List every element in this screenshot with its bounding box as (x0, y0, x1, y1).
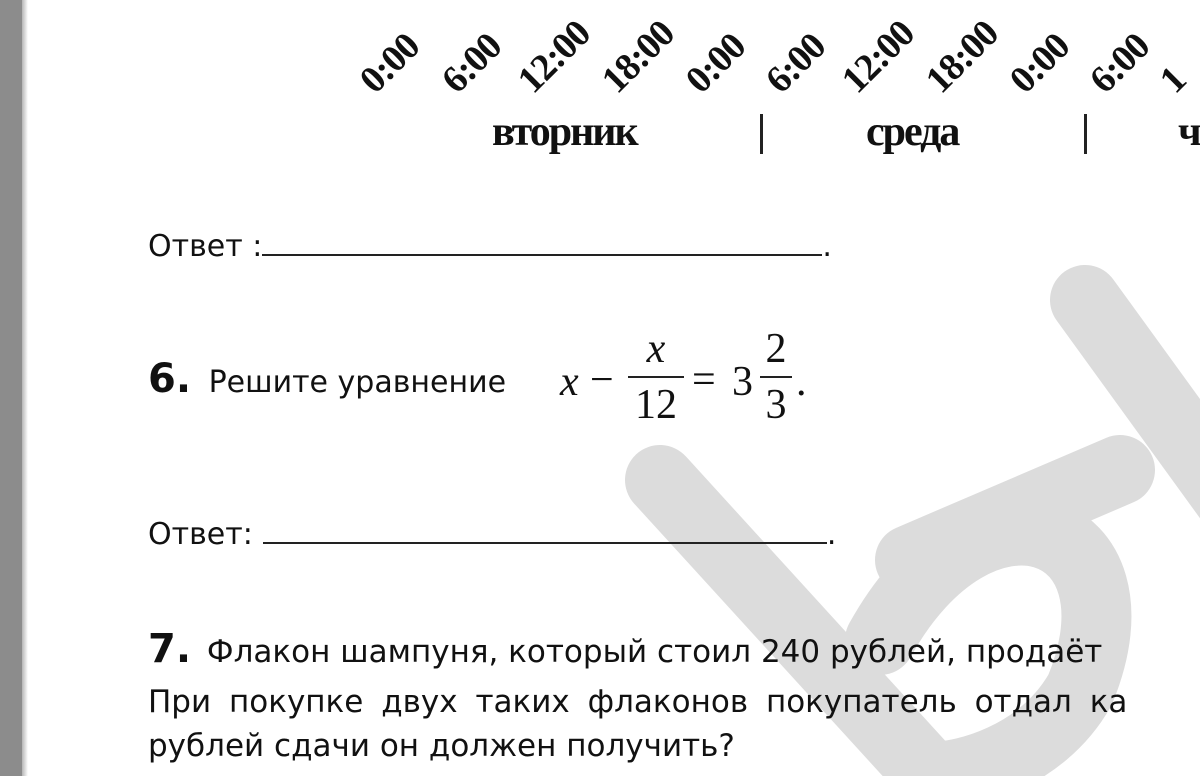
time-tick: 12:00 (509, 12, 599, 102)
equation-x: x (560, 359, 579, 405)
fraction-2-over-3 (760, 328, 792, 426)
time-tick: 6:00 (1081, 25, 1158, 102)
fraction-numerator: 2 (765, 326, 787, 372)
task-number: 7. (148, 626, 192, 672)
fraction-bar (760, 376, 792, 378)
task-text: Флакон шампуня, который стоил 240 рублей, продаёт (206, 634, 1103, 670)
day-separator (1084, 114, 1087, 154)
time-tick: 0:00 (677, 25, 754, 102)
time-tick: 1 (1151, 58, 1195, 102)
answer-label: Ответ : (148, 229, 263, 264)
answer-row-2 (148, 512, 836, 552)
page-left-shadow (22, 0, 28, 776)
task-7-line-3: рублей сдачи он должен получить? (148, 728, 735, 764)
task-number: 6. (148, 356, 192, 402)
watermark-stroke-4 (910, 470, 1120, 560)
equation-end-dot: . (796, 359, 807, 405)
equation-whole-part: 3 (732, 359, 753, 405)
fraction-denominator: 12 (635, 382, 677, 428)
equation-minus: − (590, 357, 614, 403)
time-tick: 0:00 (1001, 25, 1078, 102)
day-label: вторник (492, 109, 637, 155)
answer-end-dot: . (826, 517, 837, 552)
time-tick: 18:00 (593, 12, 683, 102)
fraction-denominator: 3 (765, 382, 787, 428)
answer-blank[interactable] (263, 512, 827, 544)
fraction-numerator: x (646, 326, 666, 372)
answer-blank[interactable] (262, 224, 822, 256)
time-tick: 18:00 (917, 12, 1007, 102)
watermark-stroke-2 (1085, 300, 1200, 500)
answer-row-1 (148, 224, 832, 264)
equation-equals: = (692, 357, 716, 403)
answer-label: Ответ: (148, 517, 253, 552)
page-left-border (0, 0, 22, 776)
time-tick: 0:00 (351, 25, 428, 102)
task-6-row (148, 356, 506, 402)
day-separator (760, 114, 763, 154)
task-7-line-2: При покупке двух таких флаконов покупатель отдал ка (148, 684, 1128, 720)
fraction-x-over-12 (628, 328, 684, 426)
time-tick: 12:00 (833, 12, 923, 102)
day-label: среда (866, 109, 959, 155)
task-7-line-1 (148, 626, 1102, 672)
fraction-bar (628, 376, 684, 378)
answer-end-dot: . (822, 229, 832, 264)
time-tick: 6:00 (433, 25, 510, 102)
time-tick: 6:00 (757, 25, 834, 102)
day-label: ч (1178, 109, 1200, 155)
task-text: Решите уравнение (208, 365, 507, 400)
